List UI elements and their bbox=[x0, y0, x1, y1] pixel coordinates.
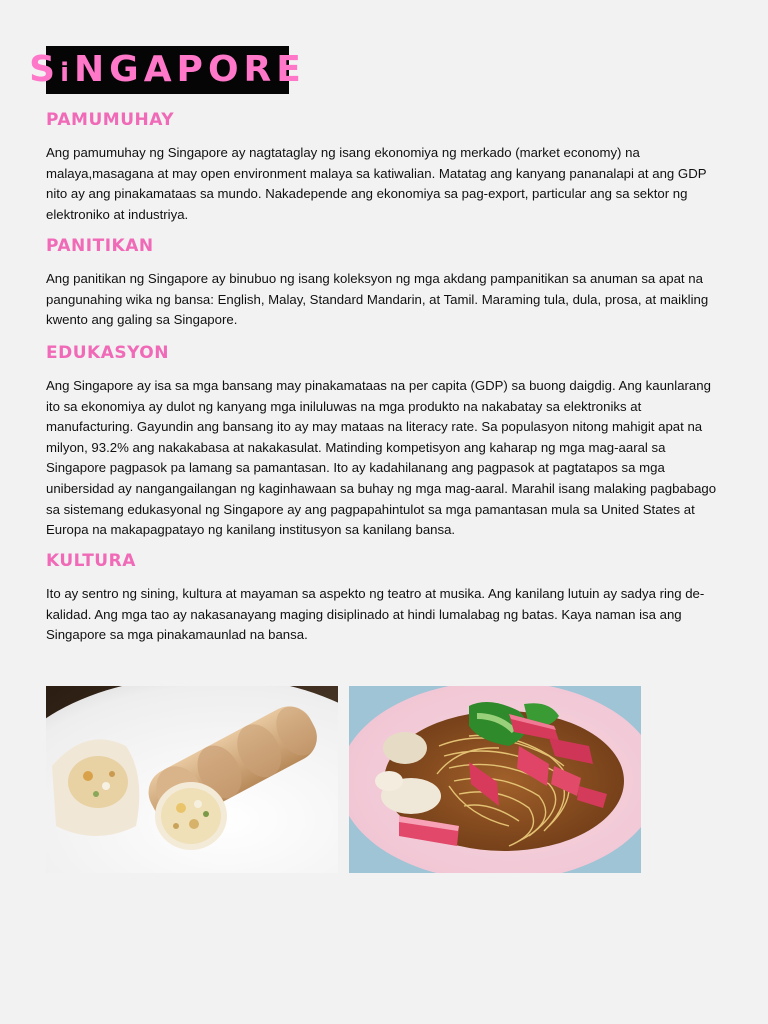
section-heading: PAMUMUHAY bbox=[46, 110, 175, 130]
section-edukasyon bbox=[46, 343, 726, 541]
popiah-food-photo bbox=[46, 686, 338, 873]
title-banner bbox=[29, 46, 306, 94]
title-rest: NGAPORE bbox=[74, 49, 306, 90]
section-pamumuhay bbox=[46, 110, 726, 225]
section-body: Ang panitikan ng Singapore ay binubuo ng isang koleksyon ng mga akdang pampanitikan sa anuman sa apat na pangunahing wika ng bansa: English, Malay, Standard Mandarin, at Tamil. Maraming tula, dula, prosa, at maikling kwento ang galing sa Singapore. bbox=[46, 271, 709, 328]
section-heading: PANITIKAN bbox=[46, 236, 154, 256]
page-title bbox=[29, 49, 306, 90]
title-small-letter: i bbox=[60, 58, 75, 88]
title-first-letter: S bbox=[29, 49, 61, 90]
section-heading: KULTURA bbox=[46, 551, 136, 571]
section-body: Ang pamumuhay ng Singapore ay nagtataglay ng isang ekonomiya ng merkado (market economy) na malaya,masagana at may open environment malaya sa katiwalian. Matatag ang kanyang pananalapi at ang GDP nito ay ang pinakamataas sa mundo. Nakadepende ang ekonomiya sa pag-export, particular ang sa sektor ng elektroniko at industriya. bbox=[46, 145, 707, 222]
section-heading: EDUKASYON bbox=[46, 343, 169, 363]
wonton-noodles-photo bbox=[349, 686, 641, 873]
section-kultura bbox=[46, 551, 726, 646]
section-body: Ito ay sentro ng sining, kultura at mayaman sa aspekto ng teatro at musika. Ang kanilang lutuin ay sadya ring de-kalidad. Ang mga tao ay nakasanayang maging disiplinado at hindi lumalabag ng batas. Kaya naman isa ang Singapore sa mga pinakamaunlad na bansa. bbox=[46, 586, 705, 643]
section-body: Ang Singapore ay isa sa mga bansang may pinakamataas na per capita (GDP) sa buong daigdig. Ang kaunlarang ito sa ekonomiya ay dulot ng kanyang mga iniluluwas na mga produkto na nakabatay sa elektroniks at manufacturing. Gayundin ang bansang ito ay may mataas na literacy rate. Sa populasyon nitong mahigit apat na milyon, 93.2% ang nakakabasa at nakakasulat. Matinding kompetisyon ang kaharap ng mga mag-aaral sa Singapore pagpasok pa lamang sa pamantasan. Ito ay kadahilanang ang pagpasok at pagtatapos sa mga unibersidad ay nangangailangan ng kaginhawaan sa buhay ng mga mag-aaral. Marahil isang malaking pagbabago sa sistemang edukasyonal ng Singapore ay ang pagpapahintulot sa mga pamantasan mula sa United States at Europa na makapagpatayo ng kanilang institusyon sa kanilang bansa. bbox=[46, 378, 717, 538]
section-panitikan bbox=[46, 236, 726, 331]
